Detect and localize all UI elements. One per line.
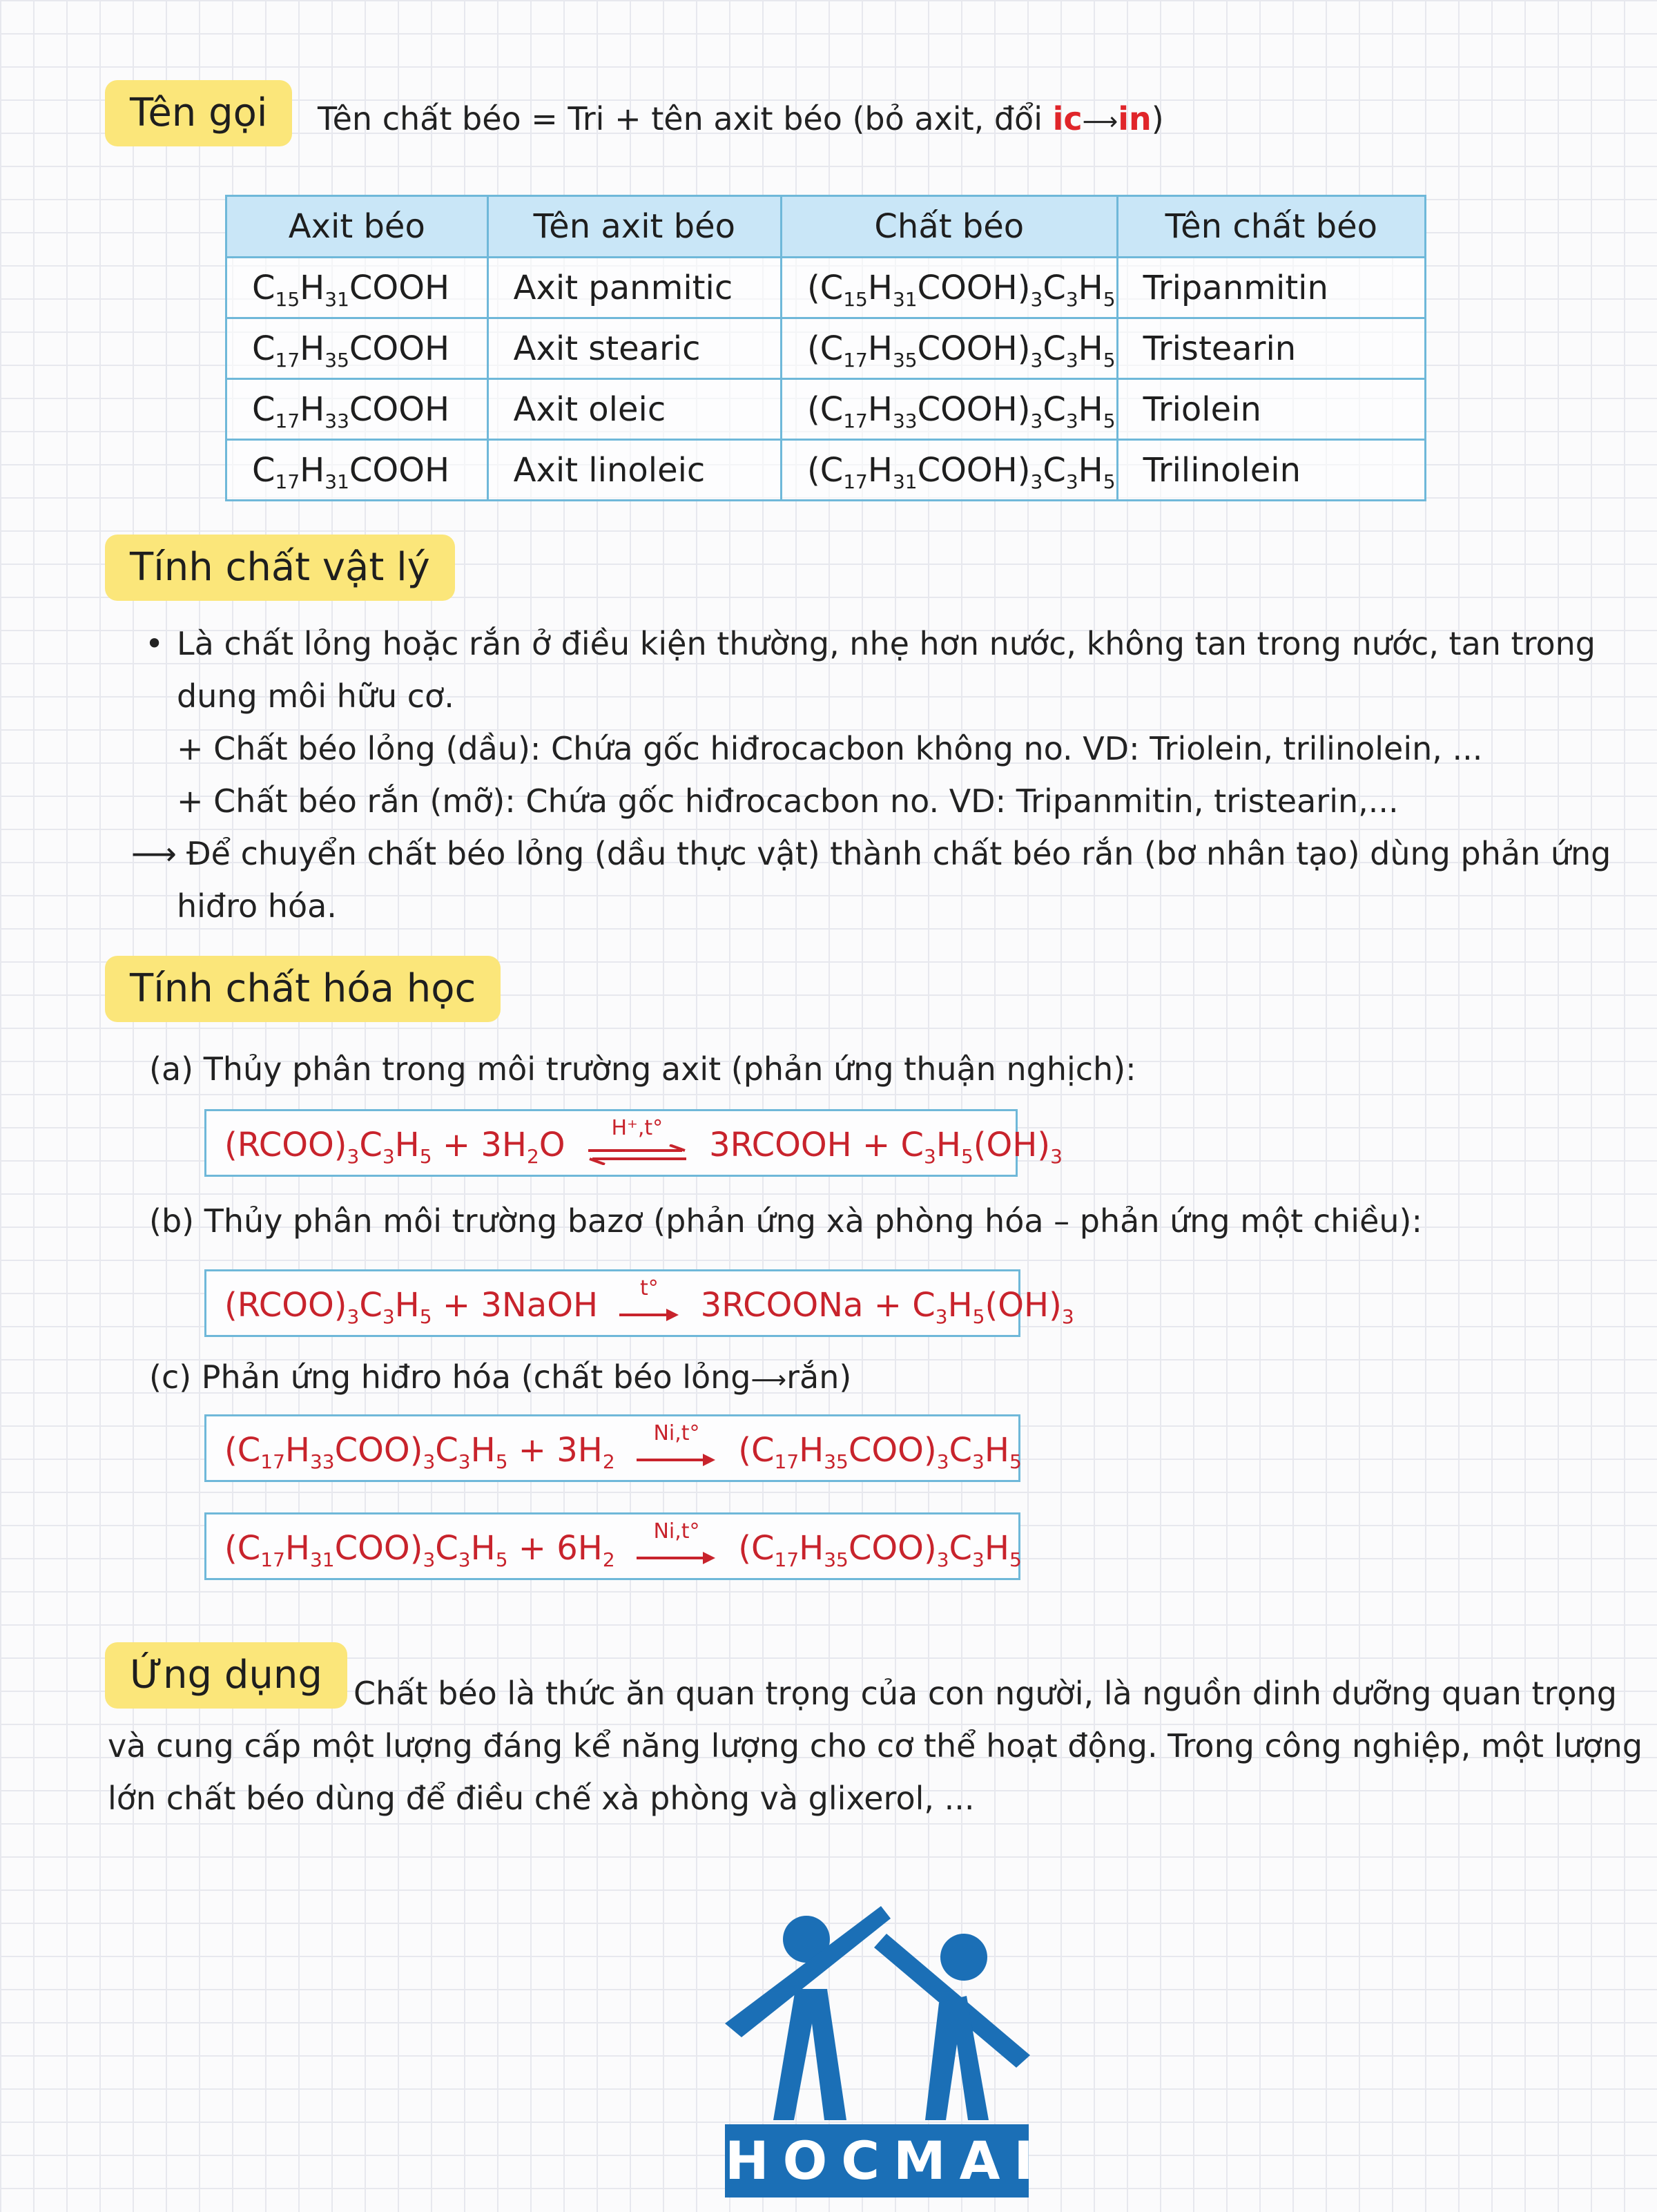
arrow-right-icon: ⟶: [1082, 108, 1118, 136]
application-label: Ứng dụng: [105, 1642, 347, 1709]
physical-line2: + Chất béo lỏng (dầu): Chứa gốc hiđrocacbon không no. VD: Triolein, trilinolein, ...: [177, 730, 1483, 767]
reaction-b-title: (b) Thủy phân môi trường bazơ (phản ứng xà phòng hóa – phản ứng một chiều):: [149, 1202, 1422, 1240]
table-row: [226, 379, 1426, 440]
equation-hydrogenation-trilinolein: $(C_{17}H_{31}COO)_3C_3H_5 + 6H_2$ Ni,t° $(C_{17}H_{35}COO)_3C_3H_5$: [204, 1512, 1020, 1580]
reaction-c-title: [149, 1351, 851, 1407]
table-header: Chất béo: [781, 196, 1117, 258]
hocmai-logo-icon: [718, 1892, 1036, 2120]
fat-name: Tristearin: [1117, 318, 1425, 379]
equation-acid-hydrolysis: $(RCOO)_3C_3H_5 + 3H_2O$ H⁺,t° 3RCOOH + $C_3H_5(OH)_3$: [204, 1109, 1018, 1177]
application-line3: lớn chất béo dùng để điều chế xà phòng và glixerol, ...: [108, 1780, 975, 1817]
table-row: [226, 258, 1426, 318]
naming-from: ic: [1052, 100, 1083, 137]
naming-formula-prefix: Tên chất béo = Tri + tên axit béo (bỏ axit, đổi: [318, 100, 1053, 137]
naming-formula-suffix: ): [1151, 100, 1164, 137]
reaction-a-title: (a) Thủy phân trong môi trường axit (phản ứng thuận nghịch):: [149, 1050, 1136, 1088]
application-line1: Chất béo là thức ăn quan trọng của con người, là nguồn dinh dưỡng quan trọng: [353, 1675, 1617, 1712]
reaction-c-title-prefix: (c) Phản ứng hiđro hóa (chất béo lỏng: [149, 1358, 751, 1396]
table-header: Tên chất béo: [1117, 196, 1425, 258]
fat-formula: $(C_{17}H_{31}COOH)_3C_3H_5$: [781, 440, 1117, 501]
naming-to: in: [1118, 100, 1152, 137]
chemical-label: Tính chất hóa học: [105, 956, 501, 1022]
physical-line4: Để chuyển chất béo lỏng (dầu thực vật) thành chất béo rắn (bơ nhân tạo) dùng phản ứng: [186, 835, 1611, 872]
table-header-row: [226, 196, 1426, 258]
acid-name: Axit stearic: [487, 318, 781, 379]
physical-line1b: dung môi hữu cơ.: [177, 677, 454, 715]
fat-formula: $(C_{17}H_{35}COOH)_3C_3H_5$: [781, 318, 1117, 379]
reversible-arrow-icon: H⁺,t°: [585, 1126, 689, 1168]
table-header: Tên axit béo: [487, 196, 781, 258]
logo-text: HOCMAI: [725, 2124, 1029, 2197]
table-row: [226, 440, 1426, 501]
acid-formula: $C_{17}H_{33}COOH$: [226, 379, 488, 440]
fat-formula: $(C_{17}H_{33}COOH)_3C_3H_5$: [781, 379, 1117, 440]
naming-label: Tên gọi: [105, 80, 292, 146]
acid-formula: $C_{17}H_{35}COOH$: [226, 318, 488, 379]
reaction-c-title-suffix: rắn): [786, 1358, 852, 1396]
acid-name: Axit linoleic: [487, 440, 781, 501]
acid-formula: $C_{15}H_{31}COOH$: [226, 258, 488, 318]
fat-name: Triolein: [1117, 379, 1425, 440]
equation-hydrogenation-triolein: $(C_{17}H_{33}COO)_3C_3H_5 + 3H_2$ Ni,t° $(C_{17}H_{35}COO)_3C_3H_5$: [204, 1414, 1020, 1482]
reaction-arrow-icon: Ni,t°: [635, 1432, 718, 1473]
application-line2: và cung cấp một lượng đáng kể năng lượng cho cơ thể hoạt động. Trong công nghiệp, một lượng: [108, 1727, 1643, 1764]
physical-line1: Là chất lỏng hoặc rắn ở điều kiện thường, nhẹ hơn nước, không tan trong nước, tan trong: [177, 625, 1596, 662]
fat-formula: $(C_{15}H_{31}COOH)_3C_3H_5$: [781, 258, 1117, 318]
acid-name: Axit panmitic: [487, 258, 781, 318]
fat-name: Trilinolein: [1117, 440, 1425, 501]
table-header: Axit béo: [226, 196, 488, 258]
bullet-icon: •: [145, 625, 164, 662]
equation-saponification: $(RCOO)_3C_3H_5$ + 3NaOH t° 3RCOONa + $C_3H_5(OH)_3$: [204, 1269, 1020, 1337]
arrow-right-icon: ⟶: [750, 1366, 787, 1394]
arrow-right-icon: ⟶: [131, 835, 177, 872]
physical-line4b: hiđro hóa.: [177, 887, 337, 925]
reaction-arrow-icon: Ni,t°: [635, 1530, 718, 1571]
physical-label: Tính chất vật lý: [105, 535, 455, 601]
reaction-arrow-icon: t°: [618, 1287, 680, 1328]
physical-line3: + Chất béo rắn (mỡ): Chứa gốc hiđrocacbon no. VD: Tripanmitin, tristearin,...: [177, 782, 1399, 820]
fat-name: Tripanmitin: [1117, 258, 1425, 318]
naming-formula: [318, 93, 1164, 148]
table-row: [226, 318, 1426, 379]
fatty-acid-table: [225, 195, 1426, 501]
acid-formula: $C_{17}H_{31}COOH$: [226, 440, 488, 501]
acid-name: Axit oleic: [487, 379, 781, 440]
